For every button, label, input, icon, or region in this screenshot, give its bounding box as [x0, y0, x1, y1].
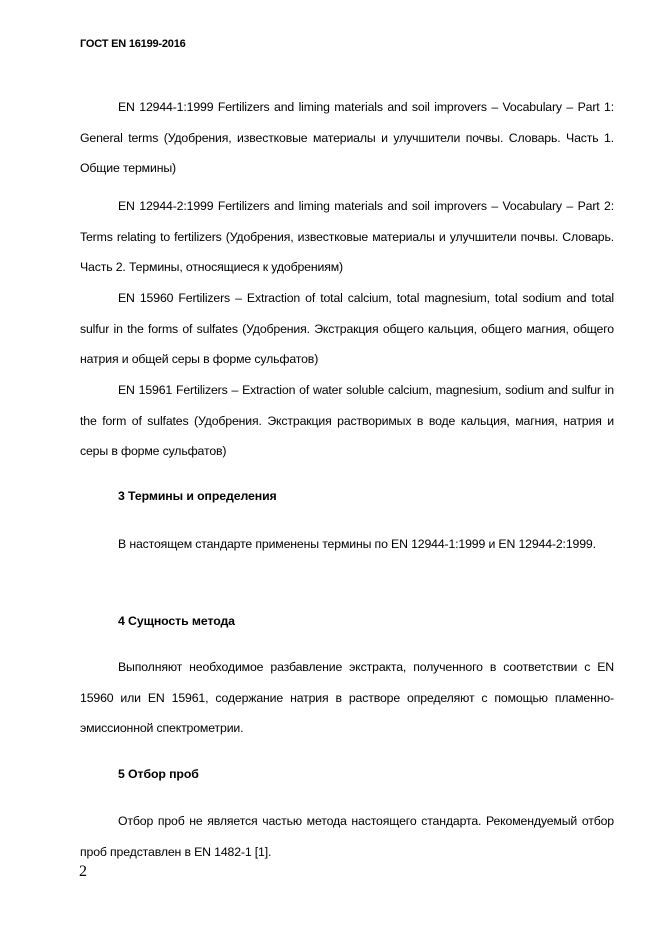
reference-en-15961: EN 15961 Fertilizers – Extraction of water soluble calcium, magnesium, sodium and sulfur in the form of sulfates (Удобрения. Экстракция растворимых в воде кальция, магния, натрия и серы в форме сульфатов) [80, 383, 614, 458]
section-5-text: Отбор проб не является частью метода настоящего стандарта. Рекомендуемый отбор проб представлен в EN 1482-1 [1]. [80, 814, 614, 859]
section-4-text: Выполняют необходимое разбавление экстракта, полученного в соответствии с EN 15960 или EN 15961, содержание натрия в растворе определяют с помощью пламенно-эмиссионной спектрометрии. [80, 660, 614, 735]
section-3-text: В настоящем стандарте применены термины по EN 12944-1:1999 и EN 12944-2:1999. [118, 537, 596, 551]
section-3-heading: 3 Термины и определения [118, 489, 277, 503]
section-4-heading: 4 Сущность метода [118, 614, 235, 628]
reference-en-15960: EN 15960 Fertilizers – Extraction of total calcium, total magnesium, total sodium and total sulfur in the forms of sulfates (Удобрения. Экстракция общего кальция, общего магния, общего натрия и общей серы в форме сульфатов) [80, 291, 614, 366]
reference-en-12944-1: EN 12944-1:1999 Fertilizers and liming materials and soil improvers – Vocabulary – Part 1: General terms (Удобрения, известковые материалы и улучшители почвы. Словарь. Часть 1. Общие термины) [80, 100, 614, 175]
page-number: 2 [79, 863, 87, 880]
document-header: ГОСТ EN 16199-2016 [80, 38, 186, 50]
reference-en-12944-2: EN 12944-2:1999 Fertilizers and liming materials and soil improvers – Vocabulary – Part 2: Terms relating to fertilizers (Удобрения, известковые материалы и улучшители почвы. Словарь. Часть 2. Термины, относящиеся к удобрениям) [80, 199, 614, 274]
section-5-heading: 5 Отбор проб [118, 767, 199, 781]
